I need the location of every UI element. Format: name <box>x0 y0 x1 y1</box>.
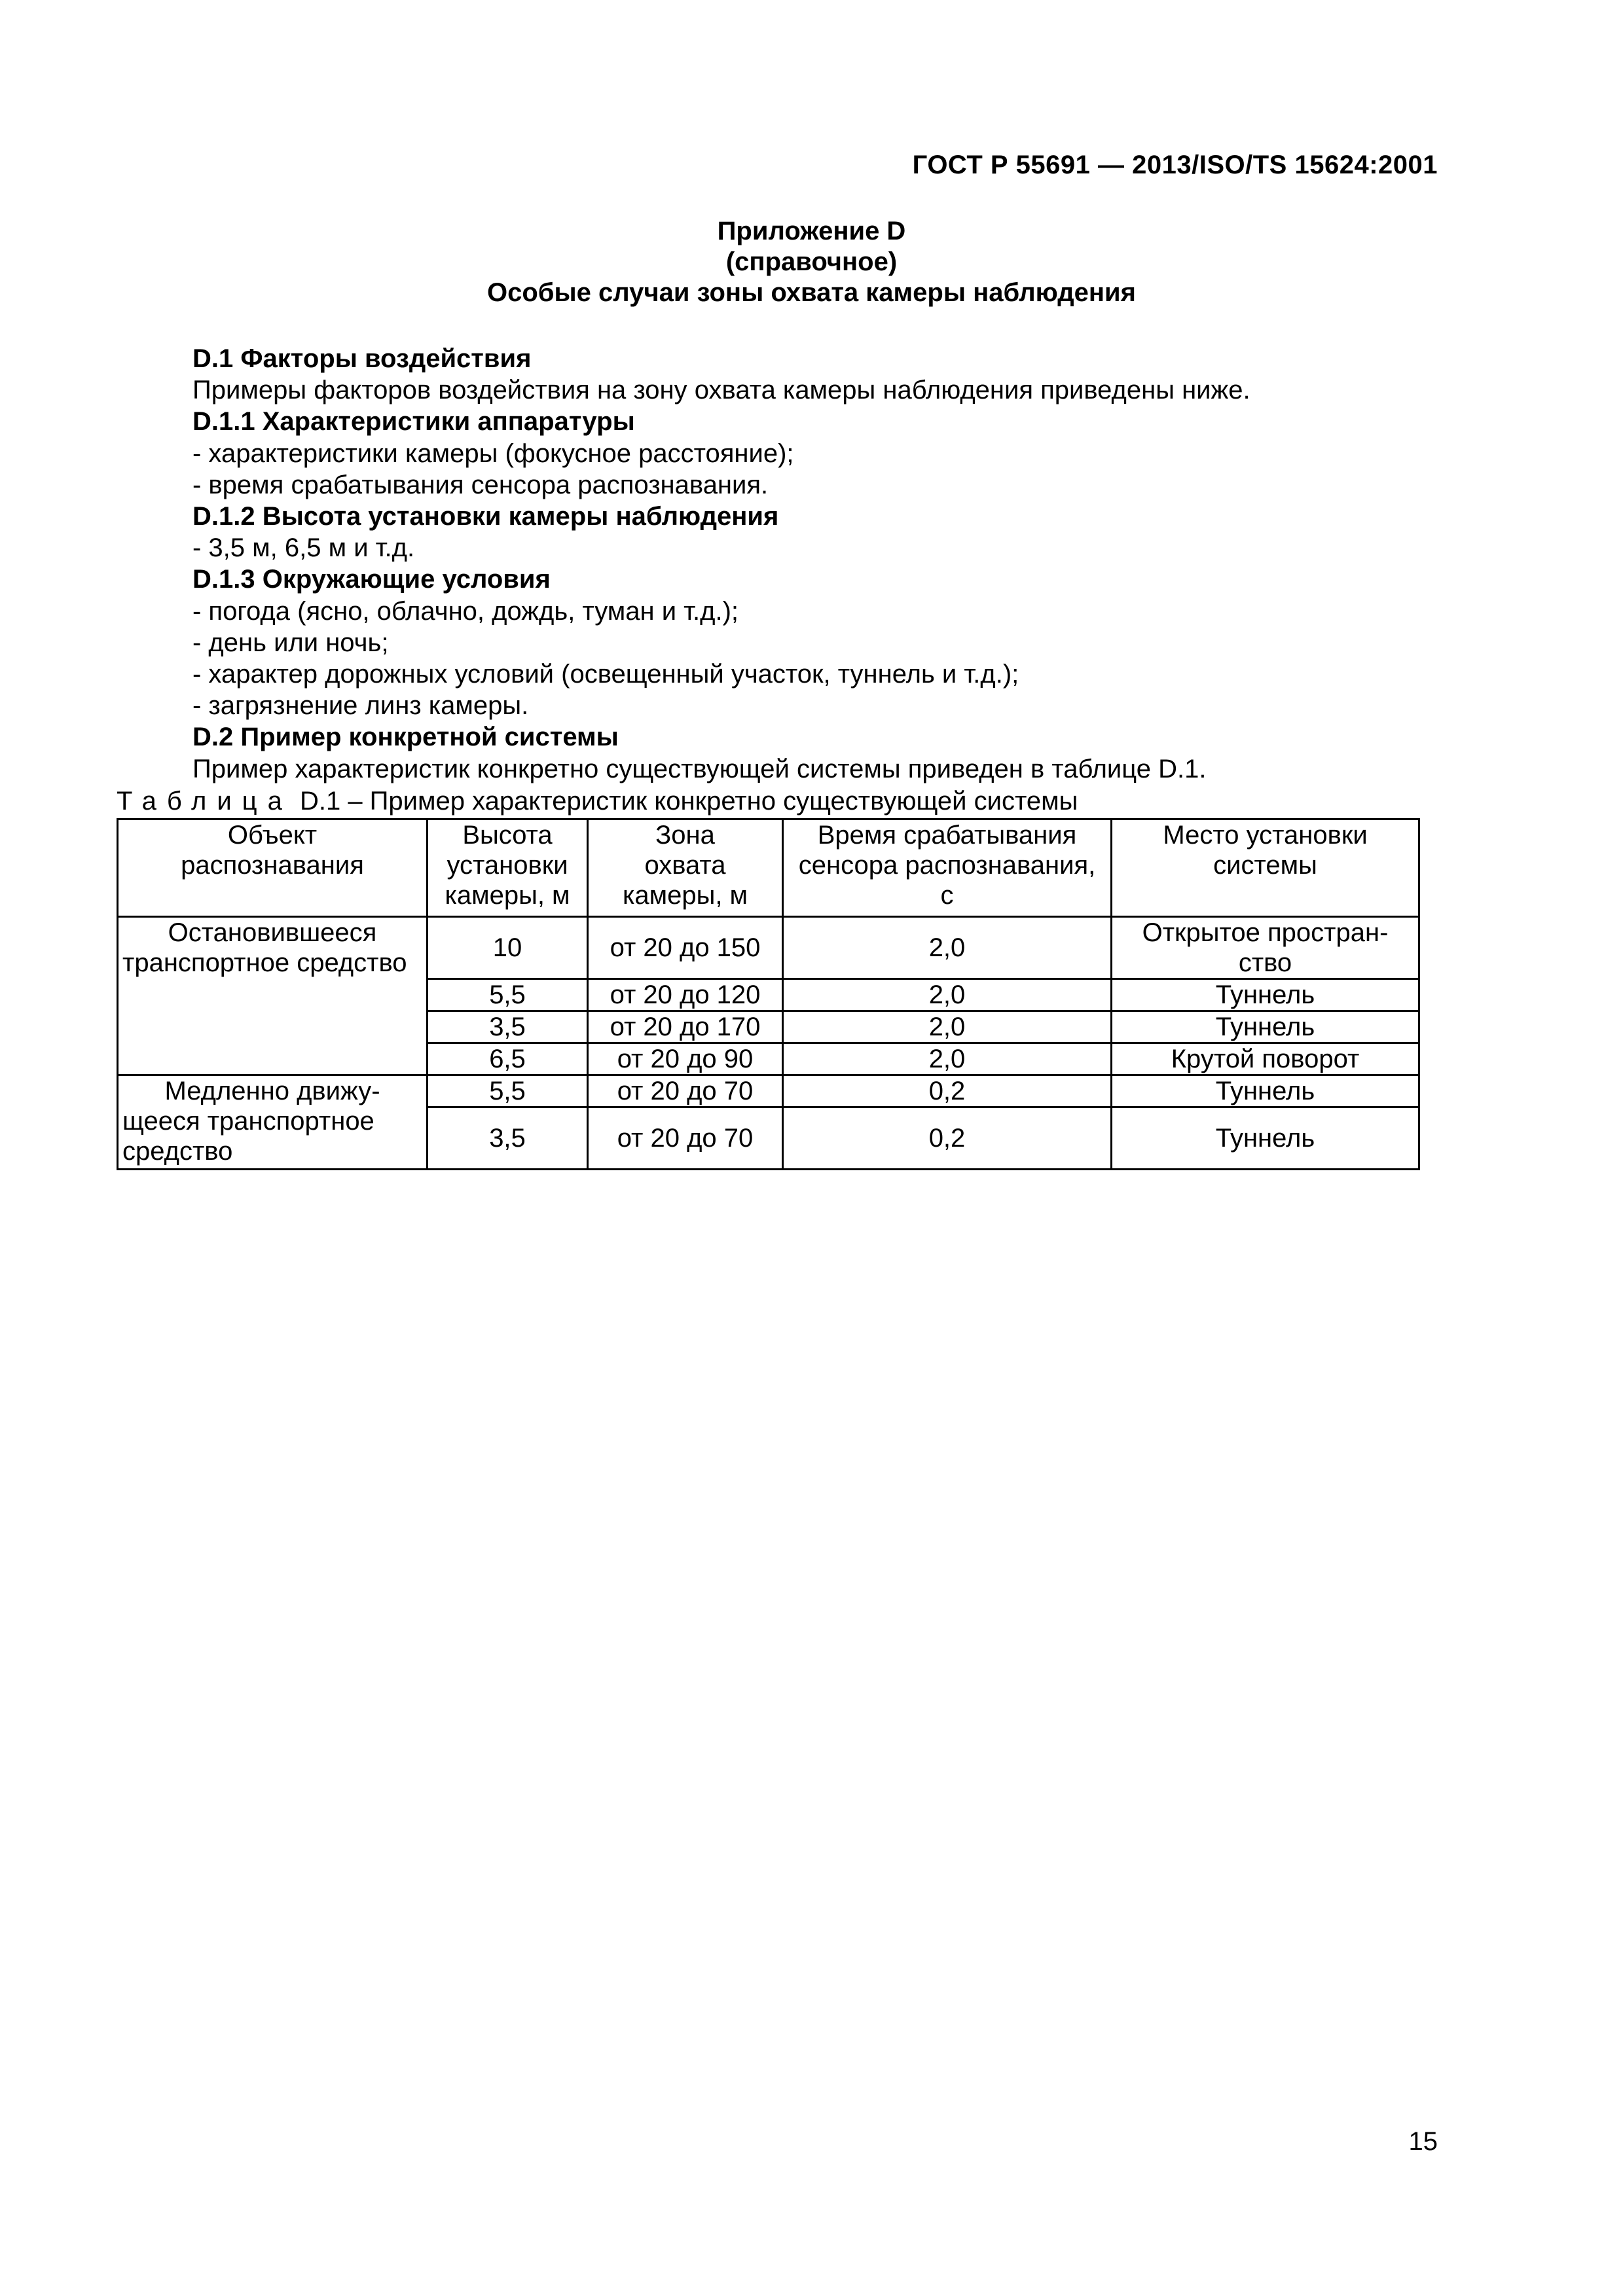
zone-cell: от 20 до 120 <box>588 979 783 1011</box>
place-cell: Крутой поворот <box>1112 1043 1419 1075</box>
table-header-cell: Объект распознавания <box>118 819 428 917</box>
place-cell: Открытое простран- ство <box>1112 917 1419 979</box>
table-caption <box>117 785 1078 817</box>
zone-cell: от 20 до 150 <box>588 917 783 979</box>
body-line: - день или ночь; <box>192 628 389 657</box>
body-line: Пример характеристик конкретно существующей системы приведен в таблице D.1. <box>192 754 1207 783</box>
time-cell: 2,0 <box>783 979 1112 1011</box>
time-cell: 2,0 <box>783 1043 1112 1075</box>
height-cell: 3,5 <box>428 1011 588 1043</box>
body-line: Примеры факторов воздействия на зону охвата камеры наблюдения приведены ниже. <box>192 376 1250 405</box>
section-heading: D.1.1 Характеристики аппаратуры <box>192 407 635 437</box>
table-header-cell: Зона охвата камеры, м <box>588 819 783 917</box>
table-header-cell: Время срабатывания сенсора распознавания, с <box>783 819 1112 917</box>
time-cell: 0,2 <box>783 1075 1112 1107</box>
object-name-rest: щееся транспортное средство <box>122 1107 374 1166</box>
appendix-heading <box>0 216 1623 308</box>
body-line: - характеристики камеры (фокусное расстояние); <box>192 439 794 468</box>
body-line: - 3,5 м, 6,5 м и т.д. <box>192 533 415 563</box>
appendix-subtitle: Особые случаи зоны охвата камеры наблюдения <box>487 278 1136 307</box>
page-number: 15 <box>1408 2127 1438 2156</box>
table-caption-word: Таблица <box>117 787 293 816</box>
time-cell: 2,0 <box>783 1011 1112 1043</box>
zone-cell: от 20 до 70 <box>588 1107 783 1170</box>
time-cell: 0,2 <box>783 1107 1112 1170</box>
characteristics-table <box>117 818 1420 1170</box>
body-line: - характер дорожных условий (освещенный участок, туннель и т.д.); <box>192 660 1019 689</box>
place-cell: Туннель <box>1112 1107 1419 1170</box>
table-header-row <box>118 819 1419 917</box>
document-standard-header: ГОСТ Р 55691 — 2013/ISO/TS 15624:2001 <box>912 151 1438 179</box>
height-cell: 5,5 <box>428 979 588 1011</box>
zone-cell: от 20 до 170 <box>588 1011 783 1043</box>
body-line: - загрязнение линз камеры. <box>192 691 529 721</box>
body-line: - время срабатывания сенсора распознавания. <box>192 470 769 499</box>
table-row <box>118 1075 1419 1107</box>
place-cell: Туннель <box>1112 979 1419 1011</box>
object-name-first-line: Медленно движу- <box>164 1077 380 1105</box>
zone-cell: от 20 до 70 <box>588 1075 783 1107</box>
time-cell: 2,0 <box>783 917 1112 979</box>
place-cell: Туннель <box>1112 1011 1419 1043</box>
place-cell: Туннель <box>1112 1075 1419 1107</box>
zone-cell: от 20 до 90 <box>588 1043 783 1075</box>
section-heading: D.1.3 Окружающие условия <box>192 565 551 594</box>
body-line: - погода (ясно, облачно, дождь, туман и т.д.); <box>192 596 739 626</box>
table-caption-text: D.1 – Пример характеристик конкретно существующей системы <box>292 787 1078 816</box>
section-heading: D.2 Пример конкретной системы <box>192 723 619 752</box>
section-heading: D.1 Факторы воздействия <box>192 344 532 373</box>
section-heading: D.1.2 Высота установки камеры наблюдения <box>192 502 779 531</box>
appendix-title: Приложение D <box>717 217 906 245</box>
table-header-cell: Место установки системы <box>1112 819 1419 917</box>
height-cell: 5,5 <box>428 1075 588 1107</box>
object-name-first-line: Остановившееся <box>168 918 377 947</box>
body-text <box>192 343 1436 785</box>
table-row <box>118 917 1419 979</box>
height-cell: 6,5 <box>428 1043 588 1075</box>
object-cell <box>118 917 428 1075</box>
object-cell <box>118 1075 428 1170</box>
appendix-status: (справочное) <box>725 247 898 276</box>
height-cell: 3,5 <box>428 1107 588 1170</box>
object-name-rest: транспортное средство <box>122 948 407 977</box>
table-header-cell: Высота установки камеры, м <box>428 819 588 917</box>
height-cell: 10 <box>428 917 588 979</box>
